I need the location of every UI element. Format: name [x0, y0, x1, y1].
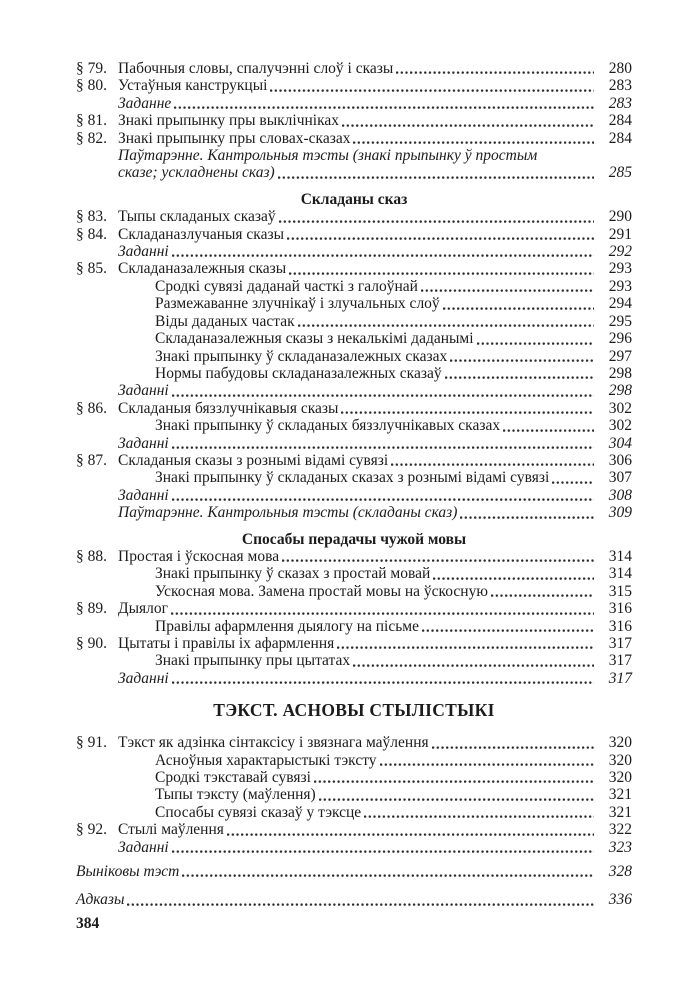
entry-label: Ускосная мова. Замена простай мовы на ўскосную: [155, 582, 488, 600]
entry-label: Дыялог: [118, 600, 168, 618]
entry-label: Заданне: [118, 94, 172, 112]
entry-label: сказе; ускладнены сказ): [118, 164, 275, 182]
entry-label: Сродкі тэкставай сувязі: [155, 769, 311, 787]
toc-entry: [76, 469, 632, 486]
entry-page-number: 292: [608, 243, 632, 261]
toc-entry: [76, 60, 632, 77]
entry-label: Заданні: [118, 486, 169, 504]
toc-entry: [76, 435, 632, 452]
entry-label: Простая і ўскосная мова: [118, 547, 280, 565]
toc-entry: [76, 330, 632, 347]
toc-entry: [76, 400, 632, 417]
toc-entry: [76, 130, 632, 147]
entry-page-number: 297: [608, 347, 632, 365]
entry-page-number: 314: [608, 565, 632, 583]
dot-leader: [445, 375, 594, 379]
entry-paragraph-number: § 84.: [76, 225, 107, 243]
toc-entry: [76, 452, 632, 469]
entry-label: Размежаванне злучнікаў і злучальных слоў: [155, 295, 440, 313]
entry-page-number: 317: [608, 669, 632, 687]
entry-label: Складаназалежныя сказы: [118, 260, 287, 278]
entry-page-number: 284: [608, 129, 632, 147]
entry-paragraph-number: § 92.: [76, 821, 107, 839]
entry-label: Складаназалежныя сказы з некалькімі даданымі: [155, 330, 474, 348]
dot-leader: [503, 428, 594, 432]
entry-label: Паўтарэнне. Кантрольныя тэсты (складаны сказ): [118, 504, 458, 522]
dot-leader: [391, 462, 594, 466]
entry-label: Тыпы тэксту (маўлення): [155, 786, 316, 804]
entry-label: Знакі прыпынку ў сказах з простай мовай: [155, 565, 431, 583]
dot-leader: [172, 680, 594, 684]
toc-entry: [76, 226, 632, 243]
dot-leader: [172, 849, 594, 853]
dot-leader: [174, 105, 594, 109]
entry-paragraph-number: § 83.: [76, 208, 107, 226]
entry-page-number: 283: [608, 94, 632, 112]
entry-page-number: 293: [608, 260, 632, 278]
dot-leader: [443, 306, 594, 310]
dot-leader: [380, 762, 594, 766]
entry-page-number: 308: [608, 486, 632, 504]
toc-entry: [76, 147, 632, 164]
entry-label: Заданні: [118, 382, 169, 400]
entry-page-number: 295: [608, 312, 632, 330]
toc-entry: [76, 365, 632, 382]
entry-page-number: 316: [608, 600, 632, 618]
entry-paragraph-number: § 86.: [76, 399, 107, 417]
entry-page-number: 336: [608, 891, 632, 909]
entry-paragraph-number: § 87.: [76, 451, 107, 469]
entry-page-number: 291: [608, 225, 632, 243]
entry-paragraph-number: § 82.: [76, 129, 107, 147]
entry-page-number: 315: [608, 582, 632, 600]
entry-label: Віды даданых частак: [155, 312, 295, 330]
entry-label: Сродкі сувязі даданай часткі з галоўнай: [155, 277, 418, 295]
dot-leader: [182, 873, 594, 877]
entry-label: Устаўныя канструкцыі: [118, 77, 268, 95]
toc-entry: [76, 208, 632, 225]
dot-leader: [432, 745, 594, 749]
toc-entry: [76, 487, 632, 504]
entry-paragraph-number: § 88.: [76, 547, 107, 565]
table-of-contents: [76, 60, 632, 909]
section-heading: Спосабы перадачы чужой мовы: [241, 530, 467, 548]
entry-page-number: 307: [608, 469, 632, 487]
entry-label: Цытаты і правілы іх афармлення: [118, 635, 335, 652]
entry-page-number: 314: [608, 547, 632, 565]
toc-entry: [76, 260, 632, 277]
entry-label: Складаназлучаныя сказы: [118, 225, 285, 243]
toc-entry: [76, 164, 632, 181]
dot-leader: [450, 358, 594, 362]
toc-entry: [76, 112, 632, 129]
entry-label: Знакі прыпынку пры выклічніках: [118, 112, 340, 130]
toc-entry: [76, 313, 632, 330]
entry-paragraph-number: § 89.: [76, 600, 107, 618]
dot-leader: [337, 645, 594, 649]
entry-page-number: 285: [608, 164, 632, 182]
entry-label: Заданні: [118, 669, 169, 687]
toc-entry: [76, 417, 632, 434]
dot-leader: [289, 271, 594, 275]
toc-entry: [76, 752, 632, 769]
dot-leader: [227, 832, 594, 836]
entry-page-number: 284: [608, 112, 632, 130]
dot-leader: [287, 236, 594, 240]
dot-leader: [172, 253, 594, 257]
entry-page-number: 323: [608, 838, 632, 856]
toc-entry: [76, 77, 632, 94]
entry-label: Адказы: [76, 891, 125, 909]
entry-page-number: 304: [608, 434, 632, 452]
dot-leader: [422, 628, 594, 632]
entry-label: Складаныя бяззлучнікавыя сказы: [118, 399, 339, 417]
toc-entry: [76, 670, 632, 687]
toc-entry: [76, 652, 632, 669]
entry-page-number: 302: [608, 399, 632, 417]
dot-leader: [172, 497, 594, 501]
toc-entry: [76, 243, 632, 260]
dot-leader: [278, 175, 594, 179]
entry-page-number: 317: [608, 652, 632, 670]
entry-paragraph-number: § 81.: [76, 112, 107, 130]
entry-page-number: 316: [608, 617, 632, 635]
dot-leader: [282, 558, 594, 562]
dot-leader: [353, 663, 594, 667]
entry-paragraph-number: § 90.: [76, 635, 107, 652]
entry-label: Знакі прыпынку пры цытатах: [155, 652, 351, 670]
toc-entry: [76, 734, 632, 751]
dot-leader: [477, 341, 594, 345]
entry-label: Спосабы сувязі сказаў у тэксце: [155, 803, 362, 821]
entry-label: Паўтарэнне. Кантрольныя тэсты (знакі прыпынку ў простым: [118, 147, 538, 165]
entry-label: Асноўныя характарыстыкі тэксту: [155, 751, 377, 769]
entry-page-number: 321: [608, 786, 632, 804]
entry-label: Знакі прыпынку ў складаных сказах з рознымі відамі сувязі: [155, 469, 550, 487]
entry-label: Пабочныя словы, спалучэнні слоў і сказы: [118, 60, 394, 77]
entry-label: Знакі прыпынку ў складаназалежных сказах: [155, 347, 448, 365]
section-heading: ТЭКСТ. АСНОВЫ СТЫЛІСТЫКІ: [213, 700, 495, 721]
entry-page-number: 283: [608, 77, 632, 95]
entry-page-number: 298: [608, 382, 632, 400]
entry-label: Тыпы складаных сказаў: [118, 208, 276, 226]
entry-label: Знакі прыпынку ў складаных бяззлучнікавых сказах: [155, 417, 501, 435]
toc-entry: [76, 382, 632, 399]
entry-label: Тэкст як адзінка сінтаксісу і звязнага маўлення: [118, 734, 429, 752]
dot-leader: [279, 219, 594, 223]
toc-entry: [76, 635, 632, 652]
dot-leader: [341, 410, 594, 414]
dot-leader: [433, 576, 594, 580]
entry-page-number: 328: [608, 863, 632, 881]
entry-label: Заданні: [118, 838, 169, 856]
entry-label: Знакі прыпынку пры словах-сказах: [118, 129, 351, 147]
dot-leader: [298, 323, 594, 327]
dot-leader: [552, 480, 594, 484]
toc-entry: [76, 583, 632, 600]
toc-entry: [76, 348, 632, 365]
entry-paragraph-number: § 79.: [76, 60, 107, 77]
dot-leader: [319, 797, 594, 801]
entry-label: Складаныя сказы з рознымі відамі сувязі: [118, 451, 389, 469]
toc-entry: [76, 863, 632, 880]
toc-entry: [76, 839, 632, 856]
dot-leader: [491, 593, 594, 597]
section-heading: Складаны сказ: [300, 190, 408, 208]
page-number: 384: [76, 915, 100, 932]
entry-paragraph-number: § 91.: [76, 734, 107, 752]
entry-page-number: 320: [608, 734, 632, 752]
entry-page-number: 320: [608, 751, 632, 769]
toc-entry: [76, 618, 632, 635]
entry-page-number: 293: [608, 277, 632, 295]
entry-page-number: 290: [608, 208, 632, 226]
entry-page-number: 298: [608, 364, 632, 382]
entry-page-number: 317: [608, 635, 632, 652]
toc-entry: [76, 548, 632, 565]
dot-leader: [460, 515, 594, 519]
dot-leader: [364, 814, 594, 818]
dot-leader: [171, 611, 594, 615]
dot-leader: [172, 393, 594, 397]
dot-leader: [270, 88, 594, 92]
toc-entry: [76, 504, 632, 521]
toc-entry: [76, 565, 632, 582]
entry-label: Заданні: [118, 434, 169, 452]
entry-page-number: 296: [608, 330, 632, 348]
entry-label: Нормы пабудовы складаназалежных сказаў: [155, 364, 442, 382]
entry-page-number: 306: [608, 451, 632, 469]
toc-entry: [76, 278, 632, 295]
toc-entry: [76, 804, 632, 821]
toc-entry: [76, 295, 632, 312]
entry-page-number: 320: [608, 769, 632, 787]
dot-leader: [127, 902, 594, 906]
dot-leader: [421, 288, 594, 292]
dot-leader: [314, 779, 594, 783]
toc-entry: [76, 600, 632, 617]
entry-page-number: 309: [608, 504, 632, 522]
entry-label: Правілы афармлення дыялогу на пісьме: [155, 617, 419, 635]
entry-paragraph-number: § 80.: [76, 77, 107, 95]
entry-page-number: 294: [608, 295, 632, 313]
toc-entry: [76, 95, 632, 112]
dot-leader: [342, 123, 594, 127]
dot-leader: [172, 445, 594, 449]
entry-label: Заданні: [118, 243, 169, 261]
toc-entry: [76, 891, 632, 908]
entry-page-number: 321: [608, 803, 632, 821]
toc-entry: [76, 786, 632, 803]
entry-page-number: 322: [608, 821, 632, 839]
dot-leader: [396, 70, 594, 74]
entry-page-number: 280: [608, 60, 632, 77]
entry-label: Выніковы тэст: [76, 863, 180, 881]
entry-label: Стылі маўлення: [118, 821, 224, 839]
entry-paragraph-number: § 85.: [76, 260, 107, 278]
toc-entry: [76, 769, 632, 786]
entry-page-number: 302: [608, 417, 632, 435]
toc-entry: [76, 821, 632, 838]
dot-leader: [353, 140, 594, 144]
